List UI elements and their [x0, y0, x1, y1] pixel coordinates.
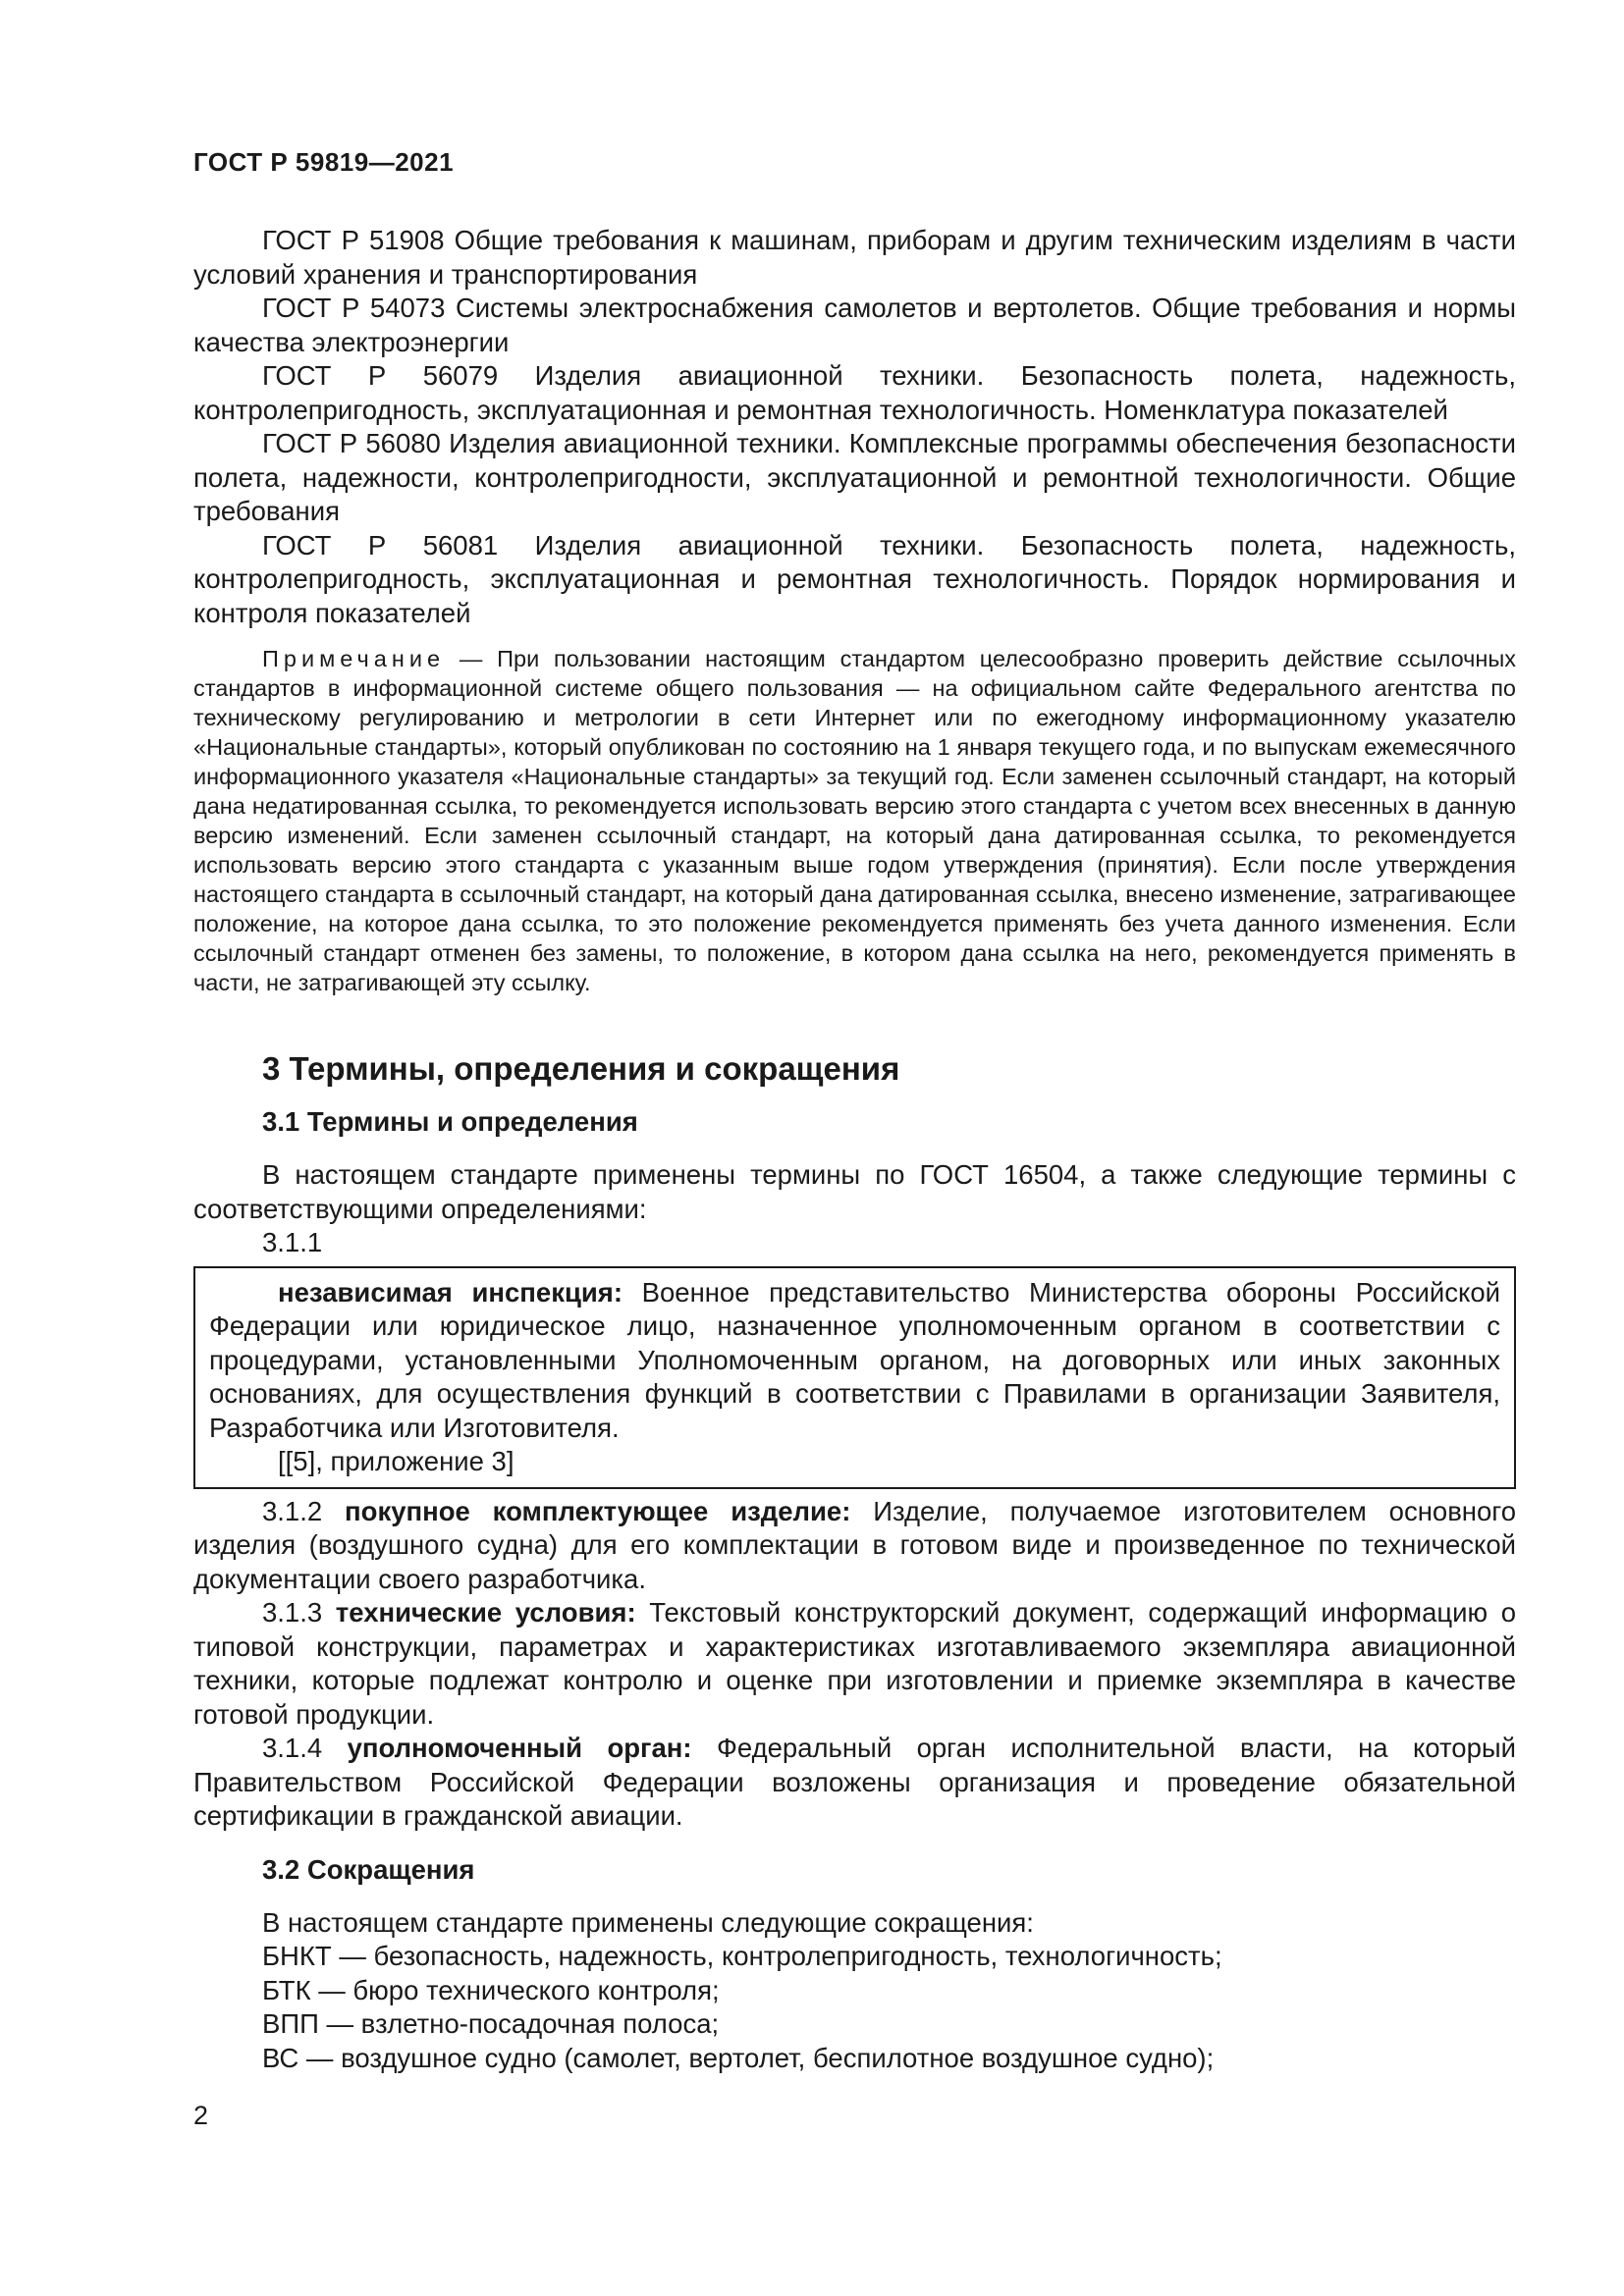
ref-item: ГОСТ Р 54073 Системы электроснабжения самолетов и вертолетов. Общие требования и нормы качества электроэнергии	[193, 293, 1516, 357]
term-3-1-2	[193, 1495, 1516, 1597]
term-3-1-4-number: 3.1.4	[262, 1733, 348, 1763]
abbr-item: ВПП — взлетно-посадочная полоса;	[262, 2008, 720, 2039]
subsection-3-1-title: 3.1 Термины и определения	[262, 1106, 638, 1137]
abbr-item: БНКТ — безопасность, надежность, контролепригодность, технологичность;	[262, 1941, 1222, 1971]
section-3-title: 3 Термины, определения и сокращения	[262, 1050, 900, 1087]
term-3-1-1-number: 3.1.1	[262, 1227, 323, 1257]
subsection-3-2-title: 3.2 Сокращения	[262, 1853, 475, 1885]
term-3-1-1-box	[193, 1266, 1516, 1489]
term-3-1-1-name: независимая инспекция:	[278, 1276, 623, 1308]
term-3-1-1-definition	[209, 1276, 1500, 1446]
term-3-1-3-text: Текстовый конструкторский документ, содержащий информацию о типовой конструкции, параметрах и характеристиках изготавливаемого экземпляра авиационной техники, которые подлежат контролю и оценке при изготовлении и приемке экземпляра в качестве готовой продукции.	[193, 1597, 1517, 1730]
ref-item: ГОСТ Р 56079 Изделия авиационной техники. Безопасность полета, надежность, контролепригодность, эксплуатационная и ремонтная технологичность. Номенклатура показателей	[193, 360, 1516, 425]
term-3-1-3	[193, 1596, 1516, 1732]
abbr-item: ВС — воздушное судно (самолет, вертолет, беспилотное воздушное судно);	[262, 2042, 1215, 2073]
term-3-1-1-source: [[5], приложение 3]	[278, 1446, 514, 1476]
term-3-1-3-name: технические условия:	[335, 1597, 636, 1628]
note-label: Примечание	[262, 646, 446, 671]
note-paragraph	[193, 644, 1516, 997]
term-3-1-4	[193, 1732, 1516, 1834]
abbr-item: БТК — бюро технического контроля;	[262, 1974, 720, 2005]
page-content	[193, 224, 1516, 2075]
term-3-1-4-text: Федеральный орган исполнительной власти, на который Правительством Российской Федерации возложены организация и проведение обязательной сертификации в гражданской авиации.	[193, 1733, 1517, 1831]
note-text: — При пользовании настоящим стандартом целесообразно проверить действие ссылочных стандартов в информационной системе общего пользования — на официальном сайте Федерального агентства по техническому регулированию и метрологии в сети Интернет или по ежегодному информационному указателю «Национальные стандарты», который опубликован по состоянию на 1 января текущего года, и по выпускам ежемесячного информационного указателя «Национальные стандарты» за текущий год. Если заменен ссылочный стандарт, на который дана недатированная ссылка, то рекомендуется использовать версию этого стандарта с учетом всех внесенных в данную версию изменений. Если заменен ссылочный стандарт, на который дана датированная ссылка, то рекомендуется использовать версию этого стандарта с указанным выше годом утверждения (принятия). Если после утверждения настоящего стандарта в ссылочный стандарт, на который дана датированная ссылка, внесено изменение, затрагивающее положение, на которое дана ссылка, то это положение рекомендуется применять без учета данного изменения. Если ссылочный стандарт отменен без замены, то положение, в котором дана ссылка на него, рекомендуется применять в части, не затрагивающей эту ссылку.	[193, 646, 1516, 995]
term-3-1-3-number: 3.1.3	[262, 1597, 336, 1628]
document-header: ГОСТ Р 59819—2021	[193, 147, 455, 177]
term-3-1-2-number: 3.1.2	[262, 1495, 346, 1526]
ref-item: ГОСТ Р 51908 Общие требования к машинам, приборам и другим техническим изделиям в части условий хранения и транспортирования	[193, 225, 1516, 290]
terms-intro: В настоящем стандарте применены термины по ГОСТ 16504, а также следующие термины с соответствующими определениями:	[193, 1159, 1516, 1224]
page-number: 2	[193, 2101, 209, 2130]
abbr-intro: В настоящем стандарте применены следующие сокращения:	[262, 1906, 1034, 1938]
term-3-1-1-text: Военное представительство Министерства обороны Российской Федерации или юридическое лицо, назначенное уполномоченным органом в соответствии с процедурами, установленными Уполномоченным органом, на договорных или иных законных основаниях, для осуществления функций в соответствии с Правилами в организации Заявителя, Разработчика или Изготовителя.	[209, 1276, 1500, 1443]
ref-item: ГОСТ Р 56080 Изделия авиационной техники. Комплексные программы обеспечения безопасности полета, надежности, контролепригодности, эксплуатационной и ремонтной технологичности. Общие требования	[193, 428, 1516, 526]
term-3-1-4-name: уполномоченный орган:	[347, 1733, 692, 1763]
term-3-1-2-text: Изделие, получаемое изготовителем основного изделия (воздушного судна) для его комплектации в готовом виде и произведенное по технической документации своего разработчика.	[193, 1495, 1517, 1594]
term-3-1-2-name: покупное комплектующее изделие:	[345, 1495, 851, 1526]
ref-item: ГОСТ Р 56081 Изделия авиационной техники. Безопасность полета, надежность, контролепригодность, эксплуатационная и ремонтная технологичность. Порядок нормирования и контроля показателей	[193, 529, 1516, 628]
